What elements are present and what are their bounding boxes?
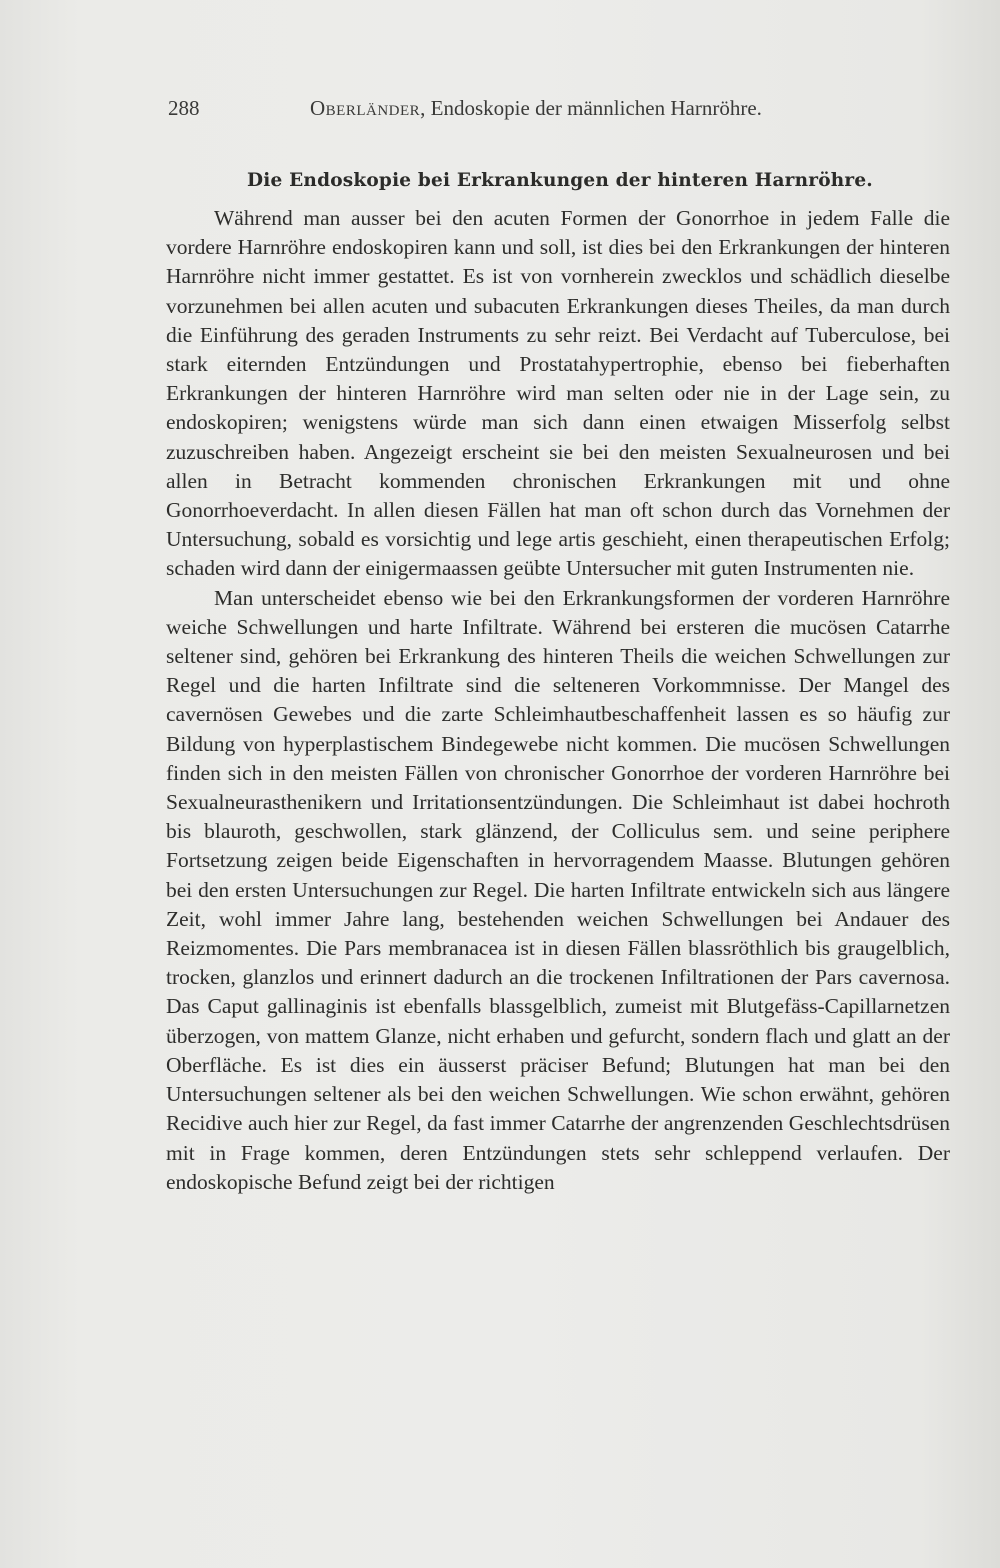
running-title-author: Oberländer	[310, 96, 421, 120]
section-heading: Die Endoskopie bei Erkrankungen der hinteren Harnröhre.	[247, 170, 873, 191]
page-number: 288	[168, 96, 200, 120]
running-title	[310, 96, 762, 121]
paragraph-2: Man unterscheidet ebenso wie bei den Erkrankungsformen der vorderen Harnröhre weiche Schwellungen und harte Infiltrate. Während bei ersteren die mucösen Catarrhe seltener sind, gehören bei Erkrankung des hinteren Theils die weichen Schwellungen zur Regel und die harten Infiltrate sind die selteneren Vorkommnisse. Der Mangel des cavernösen Gewebes und die zarte Schleimhautbeschaffenheit lassen es so häufig zur Bildung von hyperplastischem Bindegewebe nicht kommen. Die mucösen Schwellungen finden sich in den meisten Fällen von chronischer Gonorrhoe der vorderen Harnröhre bei Sexualneurasthenikern und Irritationsentzündungen. Die Schleimhaut ist dabei hochroth bis blauroth, geschwollen, stark glänzend, der Colliculus sem. und seine periphere Fortsetzung zeigen beide Eigenschaften in hervorragendem Maasse. Blutungen gehören bei den ersten Untersuchungen zur Regel. Die harten Infiltrate entwickeln sich aus längere Zeit, wohl immer Jahre lang, bestehenden weichen Schwellungen bei Andauer des Reizmomentes. Die Pars membranacea ist in diesen Fällen blassröthlich bis graugelblich, trocken, glanzlos und erinnert dadurch an die trockenen Infiltrationen der Pars cavernosa. Das Caput gallinaginis ist ebenfalls blassgelblich, zumeist mit Blutgefäss-Capillarnetzen überzogen, von mattem Glanze, nicht erhaben und gefurcht, sondern flach und glatt an der Oberfläche. Es ist dies ein äusserst präciser Befund; Blutungen hat man bei den Untersuchungen seltener als bei den weichen Schwellungen. Wie schon erwähnt, gehören Recidive auch hier zur Regel, da fast immer Catarrhe der angrenzenden Geschlechtsdrüsen mit in Frage kommen, deren Entzündungen stets sehr schleppend verlaufen. Der endoskopische Befund zeigt bei der richtigen	[166, 585, 950, 1194]
running-title-text: , Endoskopie der männlichen Harnröhre.	[420, 96, 762, 120]
body-text	[166, 204, 950, 1197]
paragraph-1: Während man ausser bei den acuten Formen der Gonorrhoe in jedem Falle die vordere Harnröhre endoskopiren kann und soll, ist dies bei den Erkrankungen der hinteren Harnröhre nicht immer gestattet. Es ist von vornherein zwecklos und schädlich dieselbe vorzunehmen bei allen acuten und subacuten Erkrankungen dieses Theiles, da man durch die Einführung des geraden Instruments zu sehr reizt. Bei Verdacht auf Tuberculose, bei stark eiternden Entzündungen und Prostatahypertrophie, ebenso bei fieberhaften Erkrankungen der hinteren Harnröhre wird man selten oder nie in der Lage sein, zu endoskopiren; wenigstens würde man sich dann einen etwaigen Misserfolg selbst zuzuschreiben haben. Angezeigt erscheint sie bei den meisten Sexualneurosen und bei allen in Betracht kommenden chronischen Erkrankungen mit und ohne Gonorrhoeverdacht. In allen diesen Fällen hat man oft schon durch das Vornehmen der Untersuchung, sobald es vorsichtig und lege artis geschieht, einen therapeutischen Erfolg; schaden wird dann der einigermaassen geübte Untersucher mit guten Instrumenten nie.	[166, 206, 950, 581]
